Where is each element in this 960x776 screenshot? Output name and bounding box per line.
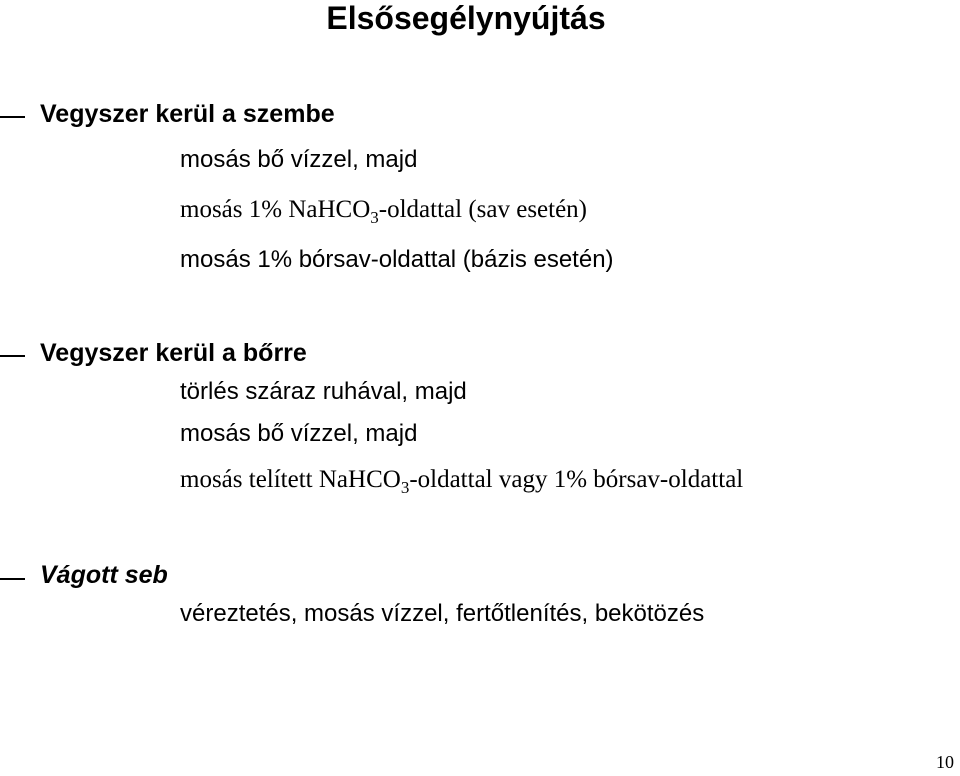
bullet-dash [0, 116, 25, 118]
section-heading-cut: Vágott seb [40, 561, 168, 589]
section-eyes-line-1: mosás bő vízzel, majd [180, 146, 418, 173]
section-skin-line-1: törlés száraz ruhával, majd [180, 378, 467, 405]
line-text-post: -oldattal (sav esetén) [378, 196, 588, 223]
line-text-post: -oldattal vagy 1% bórsav-oldattal [409, 466, 744, 493]
subscript: 3 [400, 478, 410, 497]
section-heading-eyes: Vegyszer kerül a szembe [40, 100, 335, 128]
section-skin-line-2: mosás bő vízzel, majd [180, 420, 418, 447]
bullet-dash [0, 578, 25, 580]
page-number: 10 [936, 752, 954, 772]
section-heading-skin: Vegyszer kerül a bőrre [40, 339, 307, 367]
subscript: 3 [370, 208, 379, 227]
slide-title: Elsősegélynyújtás [326, 0, 606, 36]
section-eyes-line-3: mosás 1% bórsav-oldattal (bázis esetén) [180, 246, 614, 273]
line-text-pre: mosás telített NaHCO [180, 466, 401, 493]
section-eyes-line-2 [180, 196, 588, 227]
section-cut-line-1: véreztetés, mosás vízzel, fertőtlenítés, bekötözés [180, 600, 705, 627]
bullet-dash [0, 355, 25, 357]
section-skin-line-3 [180, 466, 744, 497]
line-text-pre: mosás 1% NaHCO [180, 196, 371, 223]
